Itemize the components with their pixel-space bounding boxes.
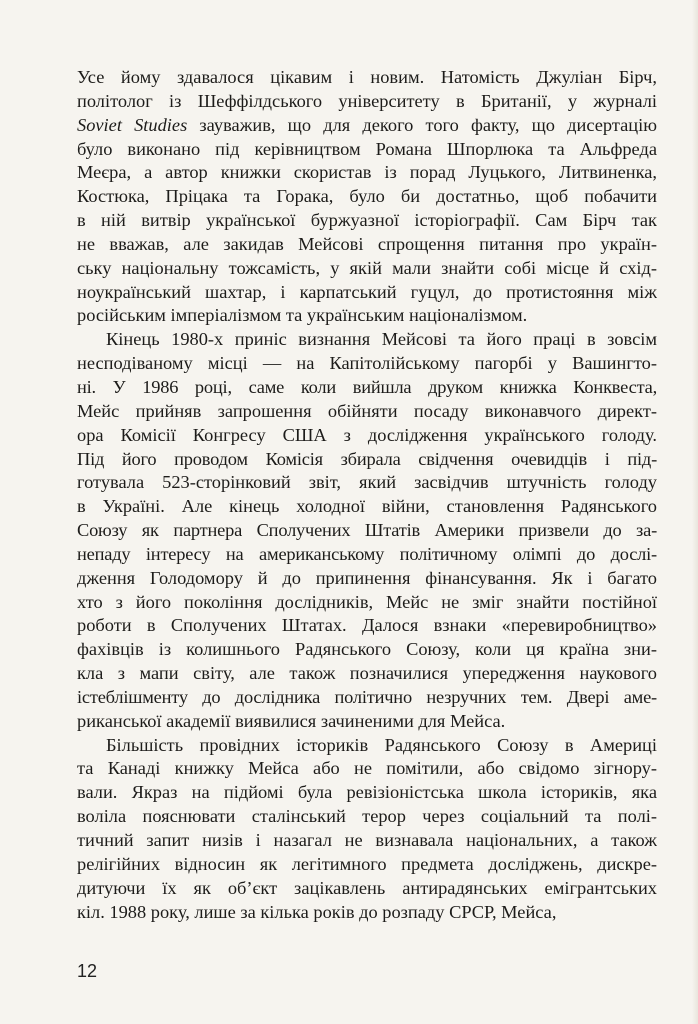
text-line — [77, 257, 657, 281]
text-line-segment: в ній витвір української буржуазної історіографії. Сам Бірч так — [77, 210, 657, 231]
page-edge-shadow — [692, 0, 698, 1024]
text-line-segment: Під його проводом Комісія збирала свідчення очевидців і під- — [77, 448, 657, 469]
text-line — [77, 591, 657, 615]
text-line — [77, 424, 657, 448]
text-line-segment: Мейс прийняв запрошення обійняти посаду виконавчого директ- — [77, 400, 657, 421]
text-line-segment: дитуючи їх як об’єкт зацікавлень антирадянських емігрантських — [77, 877, 657, 898]
text-line — [77, 233, 657, 257]
text-line — [77, 400, 657, 424]
text-line-segment: ську національну тожсамість, у якій мали знайти собі місце й схід- — [77, 257, 657, 278]
text-line — [77, 185, 657, 209]
text-line — [77, 281, 657, 305]
text-line — [77, 877, 657, 901]
text-line-segment: кіл. 1988 року, лише за кілька років до розпаду СРСР, Мейса, — [77, 901, 557, 922]
text-line — [77, 448, 657, 472]
text-line-segment: ноукраїнський шахтар, і карпатський гуцул, до протистояння між — [77, 281, 657, 302]
text-line — [77, 209, 657, 233]
text-line-segment: політолог із Шеффілдського університету в Британії, у журналі — [77, 90, 657, 111]
text-line — [77, 66, 657, 90]
text-line — [77, 829, 657, 853]
text-line — [77, 734, 657, 758]
page-number: 12 — [77, 961, 98, 981]
journal-title-italic: Soviet Studies — [77, 114, 188, 135]
text-line-segment: Костюка, Пріцака та Горака, було би достатньо, щоб побачити — [77, 186, 657, 207]
text-line-segment: риканської академії виявилися зачиненими для Мейса. — [77, 710, 506, 731]
text-line — [77, 90, 657, 114]
text-line — [77, 352, 657, 376]
text-line — [77, 471, 657, 495]
text-line-segment: фахівців із колишнього Радянського Союзу, коли ця країна зни- — [77, 639, 657, 660]
text-line-segment: непаду інтересу на американському політичному олімпі до дослі- — [77, 543, 657, 564]
text-line — [77, 304, 657, 328]
body-text — [77, 66, 657, 924]
text-line — [77, 853, 657, 877]
text-line — [77, 138, 657, 162]
text-line-segment: російським імперіалізмом та українським націоналізмом. — [77, 305, 528, 326]
text-line-segment: ора Комісії Конгресу США з дослідження українського голоду. — [77, 424, 657, 445]
text-line-segment: дження Голодомору й до припинення фінансування. Як і багато — [77, 567, 657, 588]
text-line — [77, 543, 657, 567]
text-line-segment: тичний запит низів і назагал не визнавала національних, а також — [77, 830, 657, 850]
text-line-segment: воліла пояснювати сталінський терор через соціальний та полі- — [77, 806, 657, 827]
text-line-segment: кла з мапи світу, але також позначилися упередження наукового — [77, 663, 657, 684]
text-line — [77, 757, 657, 781]
text-line — [77, 638, 657, 662]
text-line — [77, 781, 657, 805]
text-line-segment: Меєра, а автор книжки скористав із порад Луцького, Литвиненка, — [77, 162, 657, 183]
text-line — [77, 686, 657, 710]
text-line — [77, 495, 657, 519]
text-line — [77, 614, 657, 638]
text-line-segment: Усе йому здавалося цікавим і новим. Натомість Джуліан Бірч, — [77, 67, 657, 87]
text-line-segment: зауважив, що для декого того факту, що дисертацію — [187, 114, 657, 135]
text-line-segment: Союзу як партнера Сполучених Штатів Америки призвели до за- — [77, 520, 657, 541]
text-line — [77, 567, 657, 591]
text-line — [77, 376, 657, 400]
text-line-segment: не вважав, але закидав Мейсові спрощення питання про україн- — [77, 233, 657, 254]
text-line — [77, 901, 657, 925]
text-line — [77, 662, 657, 686]
text-line-segment: істеблішменту до дослідника політично незручних тем. Двері аме- — [77, 686, 657, 707]
text-line-segment: готувала 523-сторінковий звіт, який засвідчив штучність голоду — [77, 472, 657, 493]
text-line-segment: ні. У 1986 році, саме коли вийшла друком книжка Конквеста, — [77, 376, 657, 397]
text-line — [77, 805, 657, 829]
text-line-segment: та Канаді книжку Мейса або не помітили, або свідомо зігнору- — [77, 758, 657, 779]
text-line-segment: хто з його покоління дослідників, Мейс не зміг знайти постійної — [77, 591, 657, 612]
text-line-segment: релігійних відносин як легітимного предмета досліджень, дискре- — [77, 853, 657, 874]
text-line-segment: Більшість провідних істориків Радянського Союзу в Америці — [106, 734, 657, 755]
text-line — [77, 161, 657, 185]
text-line-segment: в Україні. Але кінець холодної війни, становлення Радянського — [77, 496, 657, 517]
text-line-segment: Кінець 1980-х приніс визнання Мейсові та його праці в зовсім — [106, 329, 657, 350]
text-line — [77, 710, 657, 734]
text-line-segment: роботи в Сполучених Штатах. Далося взнаки «перевиробництво» — [77, 615, 657, 636]
text-line-segment: було виконано під керівництвом Романа Шпорлюка та Альфреда — [77, 138, 657, 159]
text-line — [77, 519, 657, 543]
text-line-segment: несподіваному місці — на Капітолійському пагорбі у Вашингто- — [77, 353, 657, 374]
text-line — [77, 328, 657, 352]
text-line — [77, 114, 657, 138]
text-line-segment: вали. Якраз на підйомі була ревізіоністська школа істориків, яка — [77, 782, 657, 803]
